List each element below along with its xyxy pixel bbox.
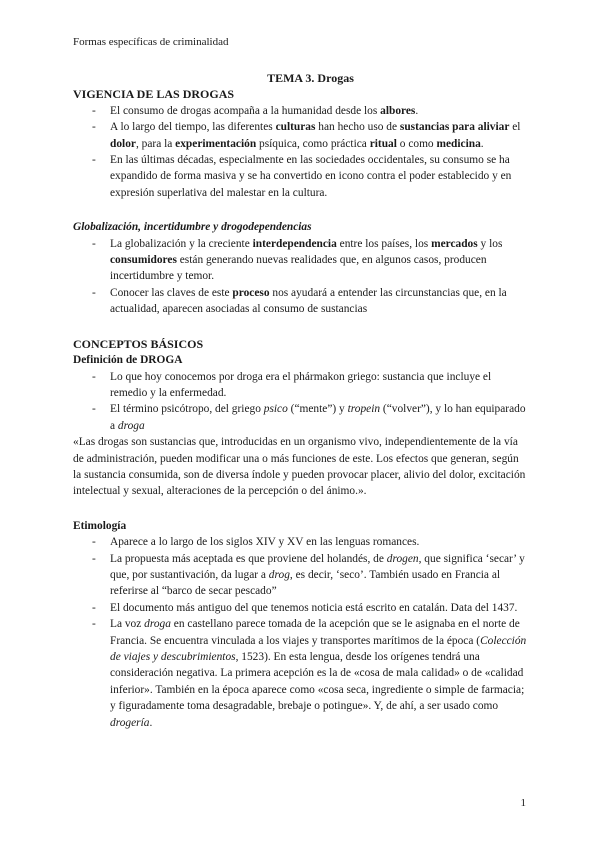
- bold-text: medicina: [436, 137, 481, 150]
- list-item: [73, 236, 528, 285]
- section-heading-conceptos: CONCEPTOS BÁSICOS: [73, 336, 204, 351]
- text-run: Aparece a lo largo de los siglos XIV y XV en las lenguas romances.: [110, 536, 420, 549]
- text-run: El documento más antiguo del que tenemos noticia está escrito en catalán. Data del 1437.: [110, 601, 518, 614]
- text-run: han hecho uso de: [315, 121, 400, 134]
- text-run: psíquica, como práctica: [256, 137, 370, 150]
- section-heading-vigencia: VIGENCIA DE LAS DROGAS: [73, 87, 235, 102]
- italic-text: drogen: [386, 552, 419, 565]
- bold-text: albores: [380, 104, 416, 117]
- bullet-list-vigencia: [73, 103, 528, 201]
- text-run: , es decir, ‘seco’. También usado en Francia al referirse al “barco de secar pescado”: [110, 568, 501, 598]
- italic-text: droga: [144, 618, 171, 631]
- bullet-list-definicion: [73, 369, 528, 435]
- text-run: A lo largo del tiempo, las diferentes: [110, 121, 276, 134]
- text-run: y los: [477, 237, 503, 250]
- list-item: [73, 119, 528, 152]
- italic-text: drog: [268, 568, 290, 581]
- text-run: El término psicótropo, del griego: [110, 403, 264, 416]
- list-item: [73, 551, 528, 600]
- definition-quote: «Las drogas son sustancias que, introducidas en un organismo vivo, independientemente de la vía de administración, pueden modificar una o más funciones de este. Los efectos que generan, según la sustancia consumida, son de diversa índole y pueden provocar placer, alivio del dolor, excitación intelectual y sexual, alteraciones de la percepción o del ánimo.».: [73, 436, 526, 498]
- bullet-list-etimologia: [73, 534, 528, 731]
- text-run: , para la: [135, 137, 176, 150]
- text-run: , que significa ‘secar’ y que, por sustantivación, da lugar a: [110, 552, 525, 581]
- text-run: nos ayudará a entender las circunstancias que, en la actualidad, aparecen asociadas al consumo de sustancias: [110, 286, 507, 316]
- list-item: [73, 600, 528, 616]
- text-run: Lo que hoy conocemos por droga era el phármakon griego: sustancia que incluye el remedio y la enfermedad.: [110, 370, 492, 399]
- text-run: el: [509, 121, 521, 134]
- subheading-definicion-droga: Definición de DROGA: [73, 354, 183, 367]
- bold-text: sustancias para aliviar: [399, 121, 510, 134]
- bold-text: dolor: [110, 137, 136, 150]
- bold-text: interdependencia: [252, 237, 337, 250]
- text-run: (“volver”), y lo han equiparado a: [110, 403, 526, 432]
- text-run: La propuesta más aceptada es que proviene del holandés, de: [110, 552, 387, 565]
- list-item: [73, 401, 528, 434]
- text-run: El consumo de drogas acompaña a la humanidad desde los: [110, 104, 381, 117]
- text-run: Conocer las claves de este: [110, 286, 233, 299]
- italic-text: psico: [263, 403, 288, 416]
- bold-text: experimentación: [175, 137, 257, 150]
- running-header: Formas específicas de criminalidad: [73, 36, 229, 48]
- text-run: .: [415, 104, 419, 117]
- text-run: La globalización y la creciente: [110, 237, 253, 250]
- text-run: .: [480, 137, 484, 150]
- bold-text: consumidores: [110, 254, 177, 267]
- list-item: [73, 285, 528, 318]
- italic-text: drogería: [110, 716, 150, 729]
- bullet-list-globalizacion: [73, 236, 528, 318]
- list-item: [73, 534, 528, 550]
- section-heading-etimologia: Etimología: [73, 519, 127, 532]
- text-run: .: [149, 716, 153, 729]
- text-run: entre los países, los: [336, 237, 432, 250]
- list-item: [73, 369, 528, 402]
- text-run: (“mente”) y: [287, 403, 348, 416]
- list-item: [73, 616, 528, 731]
- bold-text: mercados: [431, 237, 478, 250]
- text-run: En las últimas décadas, especialmente en las sociedades occidentales, su consumo se ha expandido de forma masiva y se ha convertido en icono contra el poder establecido y en expresión superlativa del malestar en la cultura.: [110, 154, 512, 199]
- text-run: La voz: [110, 618, 145, 631]
- italic-text: tropein: [347, 403, 381, 416]
- text-run: en castellano parece tomada de la acepción que se le asignaba en el norte de Francia. Se encuentra vinculada a los viajes y transportes marítimos de la época (: [110, 618, 520, 647]
- list-item: [73, 103, 528, 119]
- document-body: [73, 70, 528, 731]
- document-title: TEMA 3. Drogas: [267, 71, 354, 85]
- text-run: , 1523). En esta lengua, desde los orígenes tendrá una consideración negativa. La primera acepción es la de «cosa de mala calidad» o de «calidad inferior». También en la época aparece como «cosa seca, ingrediente o simple de farmacia; y figuradamente toma desagradable, brebaje o potingue». Y, de ahí, a ser usado como: [110, 651, 525, 713]
- text-run: o como: [396, 137, 437, 150]
- text-run: están generando nuevas realidades que, en algunos casos, producen incertidumbre y temor.: [110, 254, 487, 283]
- bold-text: culturas: [275, 121, 316, 134]
- italic-text: Colección de viajes y descubrimientos: [110, 634, 527, 663]
- bold-text: proceso: [232, 286, 270, 299]
- section-heading-globalizacion: Globalización, incertidumbre y drogodependencias: [73, 221, 312, 234]
- bold-text: ritual: [369, 137, 397, 150]
- page-number: 1: [520, 797, 526, 809]
- list-item: [73, 152, 528, 201]
- italic-text: droga: [117, 419, 145, 432]
